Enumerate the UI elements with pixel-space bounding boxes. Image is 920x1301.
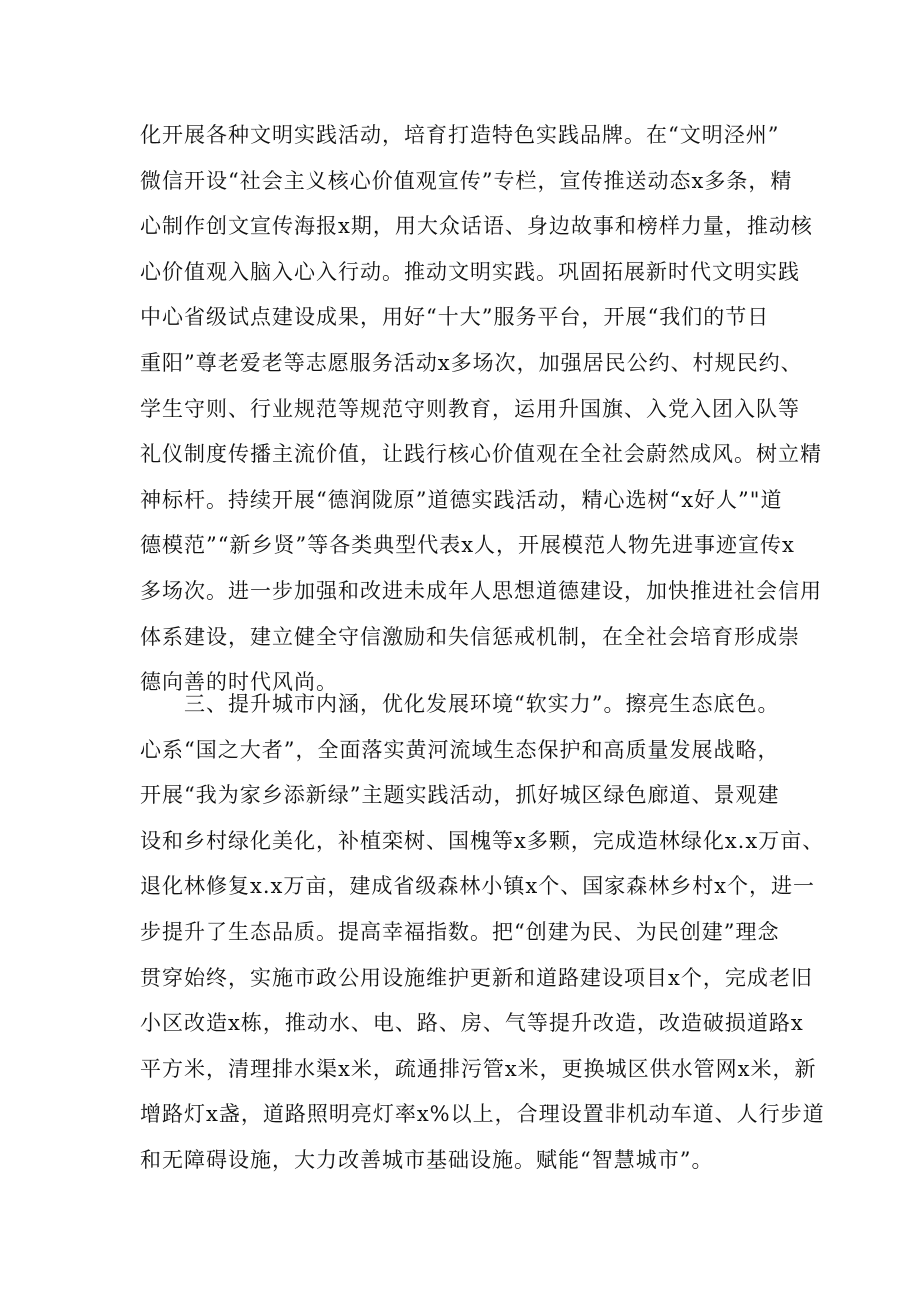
paragraph-line: 步提升了生态品质。提高幸福指数。把“创建为民、为民创建”理念: [140, 919, 780, 944]
paragraph-line: 开展“我为家乡添新绿”主题实践活动，抓好城区绿色廊道、景观建: [140, 783, 780, 808]
paragraph-1: [140, 113, 822, 706]
paragraph-line: 微信开设“社会主义核心价值观宣传”专栏，宣传推送动态x多条，精: [140, 168, 793, 193]
paragraph-line: 体系建设，建立健全守信激励和失信惩戒机制，在全社会培育形成崇: [140, 624, 800, 649]
paragraph-2: [140, 682, 825, 1184]
paragraph-line: 心系“国之大者”，全面落实黄河流域生态保护和高质量发展战略，: [140, 737, 780, 762]
paragraph-line: 心制作创文宣传海报x期，用大众话语、身边故事和榜样力量，推动核: [140, 214, 813, 239]
paragraph-line: 退化林修复x.x万亩，建成省级森林小镇x个、国家森林乡村x个，进一: [140, 874, 816, 899]
paragraph-line: 学生守则、行业规范等规范守则教育，运用升国旗、入党入团入队等: [140, 396, 800, 421]
paragraph-line: 小区改造x栋，推动水、电、路、房、气等提升改造，改造破损道路x: [140, 1011, 804, 1036]
paragraph-heading-line: 三、提升城市内涵，优化发展环境“软实力”。擦亮生态底色。: [140, 692, 780, 716]
paragraph-line: 重阳”尊老爱老等志愿服务活动x多场次，加强居民公约、村规民约、: [140, 350, 803, 375]
paragraph-line: 德向善的时代风尚。: [140, 670, 338, 695]
paragraph-line: 平方米，清理排水渠x米，疏通排污管x米，更换城区供水管网x米，新: [140, 1056, 817, 1081]
paragraph-line: 礼仪制度传播主流价值，让践行核心价值观在全社会蔚然成风。树立精: [140, 442, 822, 467]
paragraph-line: 和无障碍设施，大力改善城市基础设施。赋能“智慧城市”。: [140, 1147, 714, 1172]
paragraph-line: 化开展各种文明实践活动，培育打造特色实践品牌。在“文明泾州”: [140, 123, 780, 147]
paragraph-line: 德模范”“新乡贤”等各类典型代表x人，开展模范人物先进事迹宣传x: [140, 533, 795, 558]
paragraph-line: 增路灯x盏，道路照明亮灯率x%以上，合理设置非机动车道、人行步道: [140, 1102, 825, 1127]
paragraph-line: 中心省级试点建设成果，用好“十大”服务平台，开展“我们的节日: [140, 305, 770, 330]
paragraph-line: 多场次。进一步加强和改进未成年人思想道德建设，加快推进社会信用: [140, 578, 822, 603]
paragraph-line: 设和乡村绿化美化，补植栾树、国槐等x多颗，完成造林绿化x.x万亩、: [140, 828, 825, 853]
paragraph-line: 贯穿始终，实施市政公用设施维护更新和道路建设项目x个，完成老旧: [140, 965, 813, 990]
paragraph-line: 心价值观入脑入心入行动。推动文明实践。巩固拓展新时代文明实践: [140, 259, 800, 284]
paragraph-line: 神标杆。持续开展“德润陇原”道德实践活动，精心选树“x好人”"道: [140, 487, 783, 512]
